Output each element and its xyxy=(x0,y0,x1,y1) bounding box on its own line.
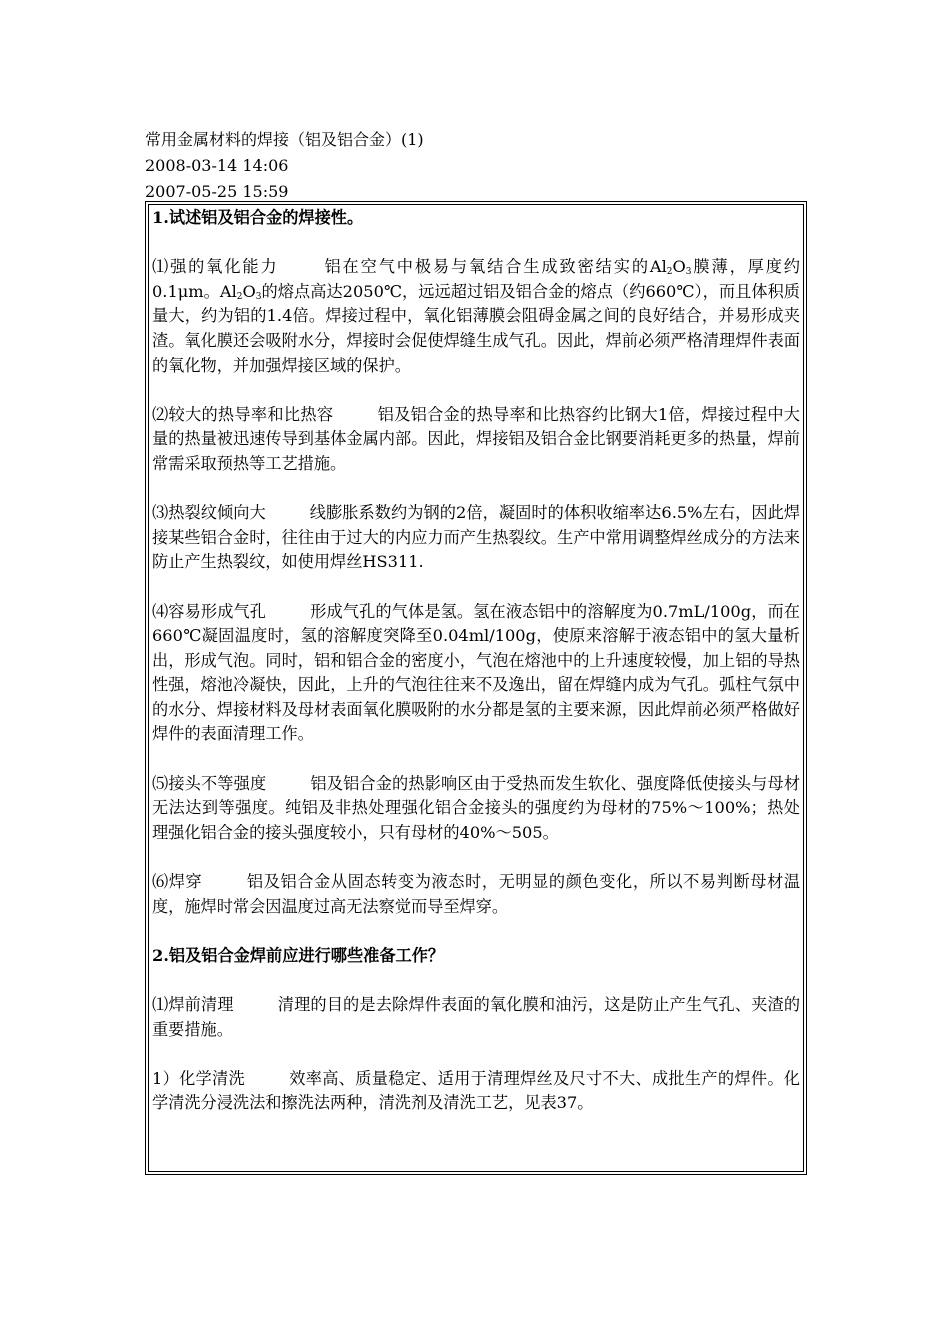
paragraph-thermal-conductivity: ⑵较大的热导率和比热容 铝及铝合金的热导率和比热容约比钢大1倍，焊接过程中大量的热量被迅速传导到基体金属内部。因此，焊接铝及铝合金比钢要消耗更多的热量，焊前常需采取预热等工艺措施。 xyxy=(152,404,800,473)
paragraph-label: ⑵较大的热导率和比热容 xyxy=(152,404,334,424)
question-2: 2.铝及铝合金焊前应进行哪些准备工作？ xyxy=(152,945,445,965)
post-date: 2008-03-14 14:06 xyxy=(145,156,289,175)
content-table xyxy=(145,201,807,1175)
question-1: 1.试述铝及铝合金的焊接性。 xyxy=(152,208,364,227)
paragraph-label: ⑴焊前清理 xyxy=(152,995,234,1014)
paragraph-label: ⑴强的氧化能力 xyxy=(152,257,279,277)
paragraph-joint-strength: ⑸接头不等强度 铝及铝合金的热影响区由于受热而发生软化、强度降低使接头与母材无法达到等强度。纯铝及非热处理强化铝合金接头的强度约为母材的75%～100%；热处理强化铝合金的接头强度较小，只有母材的40%～505。 xyxy=(152,773,801,842)
paragraph-label: 1）化学清洗 xyxy=(152,1068,246,1088)
paragraph-hot-crack: ⑶热裂纹倾向大 线膨胀系数约为钢的2倍，凝固时的体积收缩率达6.5%左右，因此焊接某些铝合金时，往往由于过大的内应力而产生热裂纹。生产中常用调整焊丝成分的方法来防止产生热裂纹，如使用焊丝HS311. xyxy=(152,503,801,572)
paragraph-oxidation: ⑴强的氧化能力 铝在空气中极易与氧结合生成致密结实的$Al_2O_3$膜薄，厚度约0.1μm。$Al_2O_3$的熔点高达2050℃，远远超过铝及铝合金的熔点（约660℃），而且体积质量大，约为铝的1.4倍。焊接过程中，氧化铝薄膜会阻碍金属之间的良好结合，并易形成夹渣。氧化膜还会吸附水分，焊接时会促使焊缝生成气孔。因此，焊前必须严格清理焊件表面的氧化物，并加强焊接区域的保护。 xyxy=(152,257,800,375)
paragraph-burn-through: ⑹焊穿 铝及铝合金从固态转变为液态时，无明显的颜色变化，所以不易判断母材温度，施焊时常会因温度过高无法察觉而导至焊穿。 xyxy=(152,872,801,916)
document-header xyxy=(145,127,825,205)
paragraph-label: ⑸接头不等强度 xyxy=(152,773,267,793)
document-title: 常用金属材料的焊接（铝及铝合金）(1) xyxy=(145,130,424,149)
paragraph-pre-cleaning: ⑴焊前清理 清理的目的是去除焊件表面的氧化膜和油污，这是防止产生气孔、夹渣的重要措施。 xyxy=(152,995,801,1039)
paragraph-label: ⑶热裂纹倾向大 xyxy=(152,503,266,523)
original-date: 2007-05-25 15:59 xyxy=(145,182,289,201)
paragraph-porosity: ⑷容易形成气孔 形成气孔的气体是氢。氢在液态铝中的溶解度为0.7mL/100g，而在660℃凝固温度时，氢的溶解度突降至0.04ml/100g，使原来溶解于液态铝中的氢大量析出，形成气泡。同时，铝和铝合金的密度小，气泡在熔池中的上升速度较慢，加上铝的导热性强，熔池冷凝快，因此，上升的气泡往往来不及逸出，留在焊缝内成为气孔。弧柱气氛中的水分、焊接材料及母材表面氧化膜吸附的水分都是氢的主要来源，因此焊前必须严格做好焊件的表面清理工作。 xyxy=(152,601,800,744)
paragraph-label: ⑹焊穿 xyxy=(152,872,203,892)
paragraph-chemical-cleaning: 1）化学清洗 效率高、质量稳定、适用于清理焊丝及尺寸不大、成批生产的焊件。化学清洗分浸洗法和擦洗法两种，清洗剂及清洗工艺，见表37。 xyxy=(152,1068,800,1113)
content-cell xyxy=(148,204,804,1172)
paragraph-label: ⑷容易形成气孔 xyxy=(152,601,267,621)
